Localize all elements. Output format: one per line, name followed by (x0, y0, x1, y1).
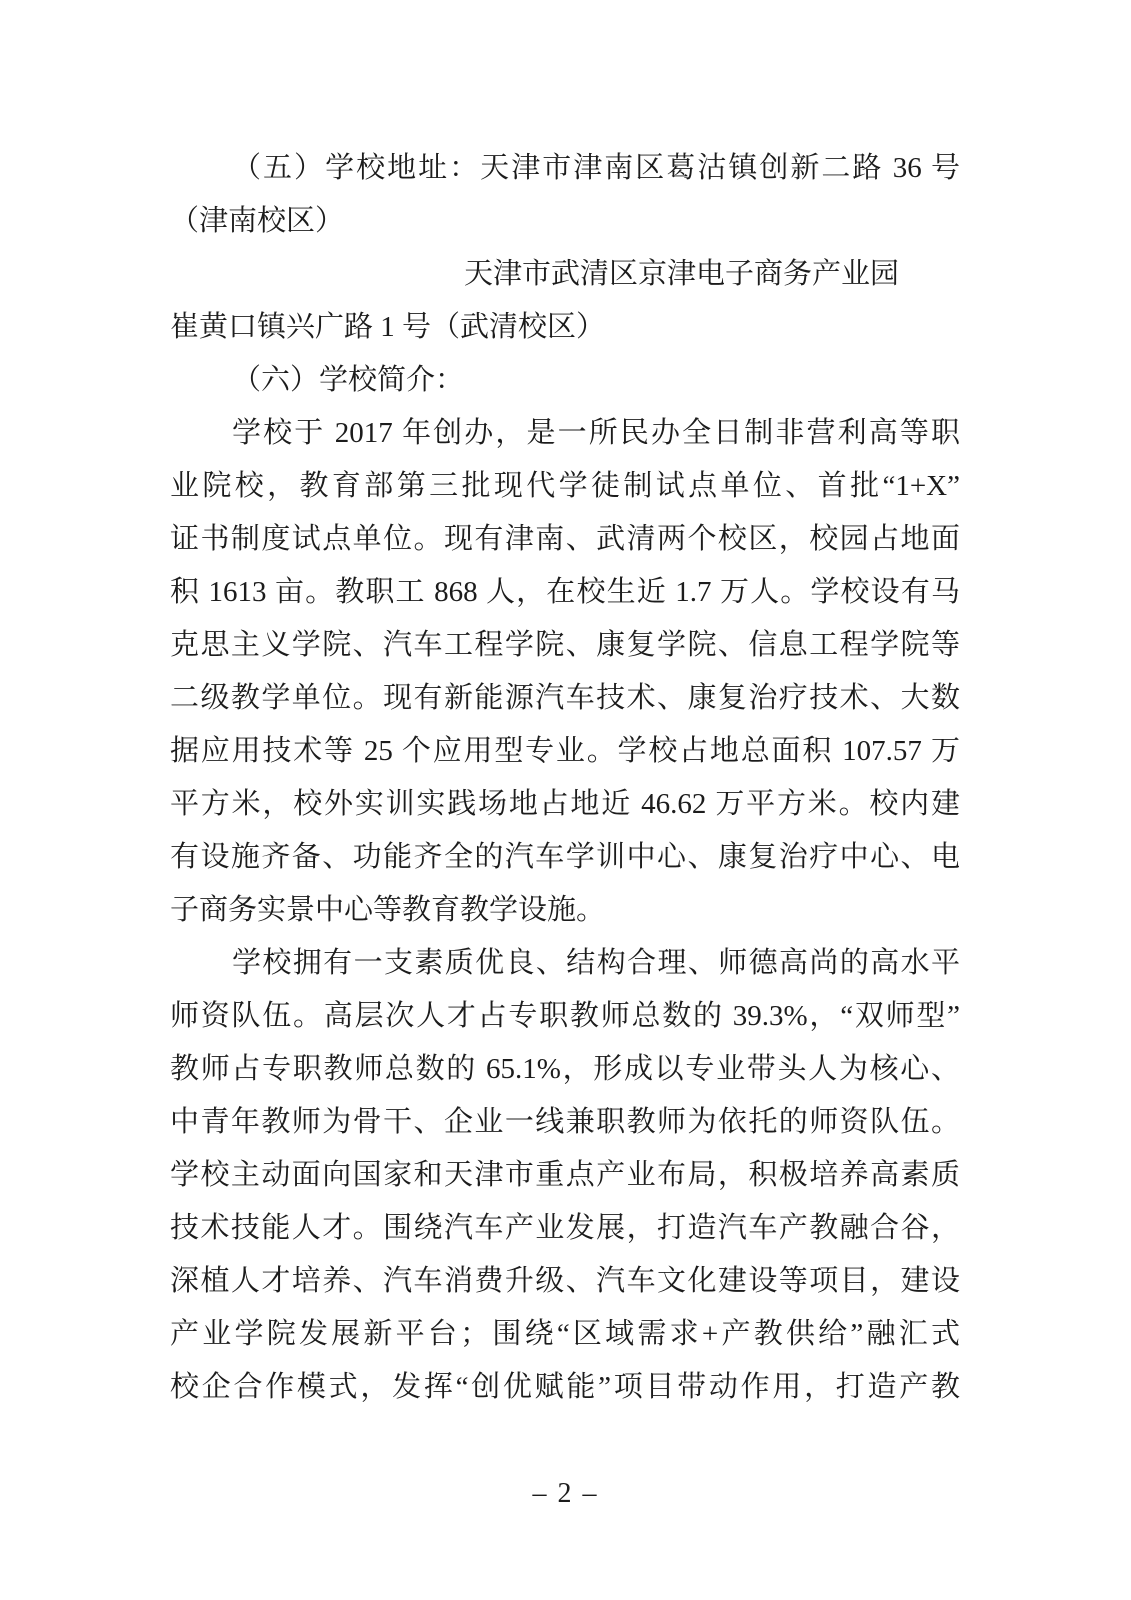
text-line: 深植人才培养、汽车消费升级、汽车文化建设等项目，建设 (170, 1265, 960, 1297)
text-line: 学校主动面向国家和天津市重点产业布局，积极培养高素质 (170, 1159, 960, 1191)
text-line: 校企合作模式，发挥“创优赋能”项目带动作用，打造产教 (170, 1371, 960, 1403)
text-line: 证书制度试点单位。现有津南、武清两个校区，校园占地面 (170, 523, 960, 555)
text-line: 产业学院发展新平台；围绕“区域需求+产教供给”融汇式 (170, 1318, 960, 1350)
text-line: 中青年教师为骨干、企业一线兼职教师为依托的师资队伍。 (170, 1106, 960, 1138)
text-line: 积 1613 亩。教职工 868 人，在校生近 1.7 万人。学校设有马 (170, 576, 960, 608)
text-line: 子商务实景中心等教育教学设施。 (170, 894, 606, 926)
text-line: 学校拥有一支素质优良、结构合理、师德高尚的高水平 (232, 947, 960, 979)
text-line: 据应用技术等 25 个应用型专业。学校占地总面积 107.57 万 (170, 735, 960, 767)
text-line: 二级教学单位。现有新能源汽车技术、康复治疗技术、大数 (170, 682, 960, 714)
text-line: 平方米，校外实训实践场地占地近 46.62 万平方米。校内建 (170, 788, 960, 820)
text-line: 天津市武清区京津电子商务产业园 (464, 258, 900, 290)
text-line: 学校于 2017 年创办，是一所民办全日制非营利高等职 (232, 417, 960, 449)
text-line: 技术技能人才。围绕汽车产业发展，打造汽车产教融合谷， (170, 1212, 960, 1244)
text-line: 师资队伍。高层次人才占专职教师总数的 39.3%，“双师型” (170, 1000, 960, 1032)
page-number: – 2 – (532, 1478, 599, 1509)
text-line: （六）学校简介： (232, 364, 465, 396)
document-body (170, 142, 960, 1414)
text-line: 有设施齐备、功能齐全的汽车学训中心、康复治疗中心、电 (170, 841, 960, 873)
text-line: （津南校区） (170, 205, 345, 237)
text-line: 教师占专职教师总数的 65.1%，形成以专业带头人为核心、 (170, 1053, 960, 1085)
text-line: 克思主义学院、汽车工程学院、康复学院、信息工程学院等 (170, 629, 960, 661)
text-line: 崔黄口镇兴广路 1 号（武清校区） (170, 311, 606, 343)
text-line: （五）学校地址：天津市津南区葛沽镇创新二路 36 号 (232, 152, 960, 184)
text-line: 业院校，教育部第三批现代学徒制试点单位、首批“1+X” (170, 470, 960, 502)
